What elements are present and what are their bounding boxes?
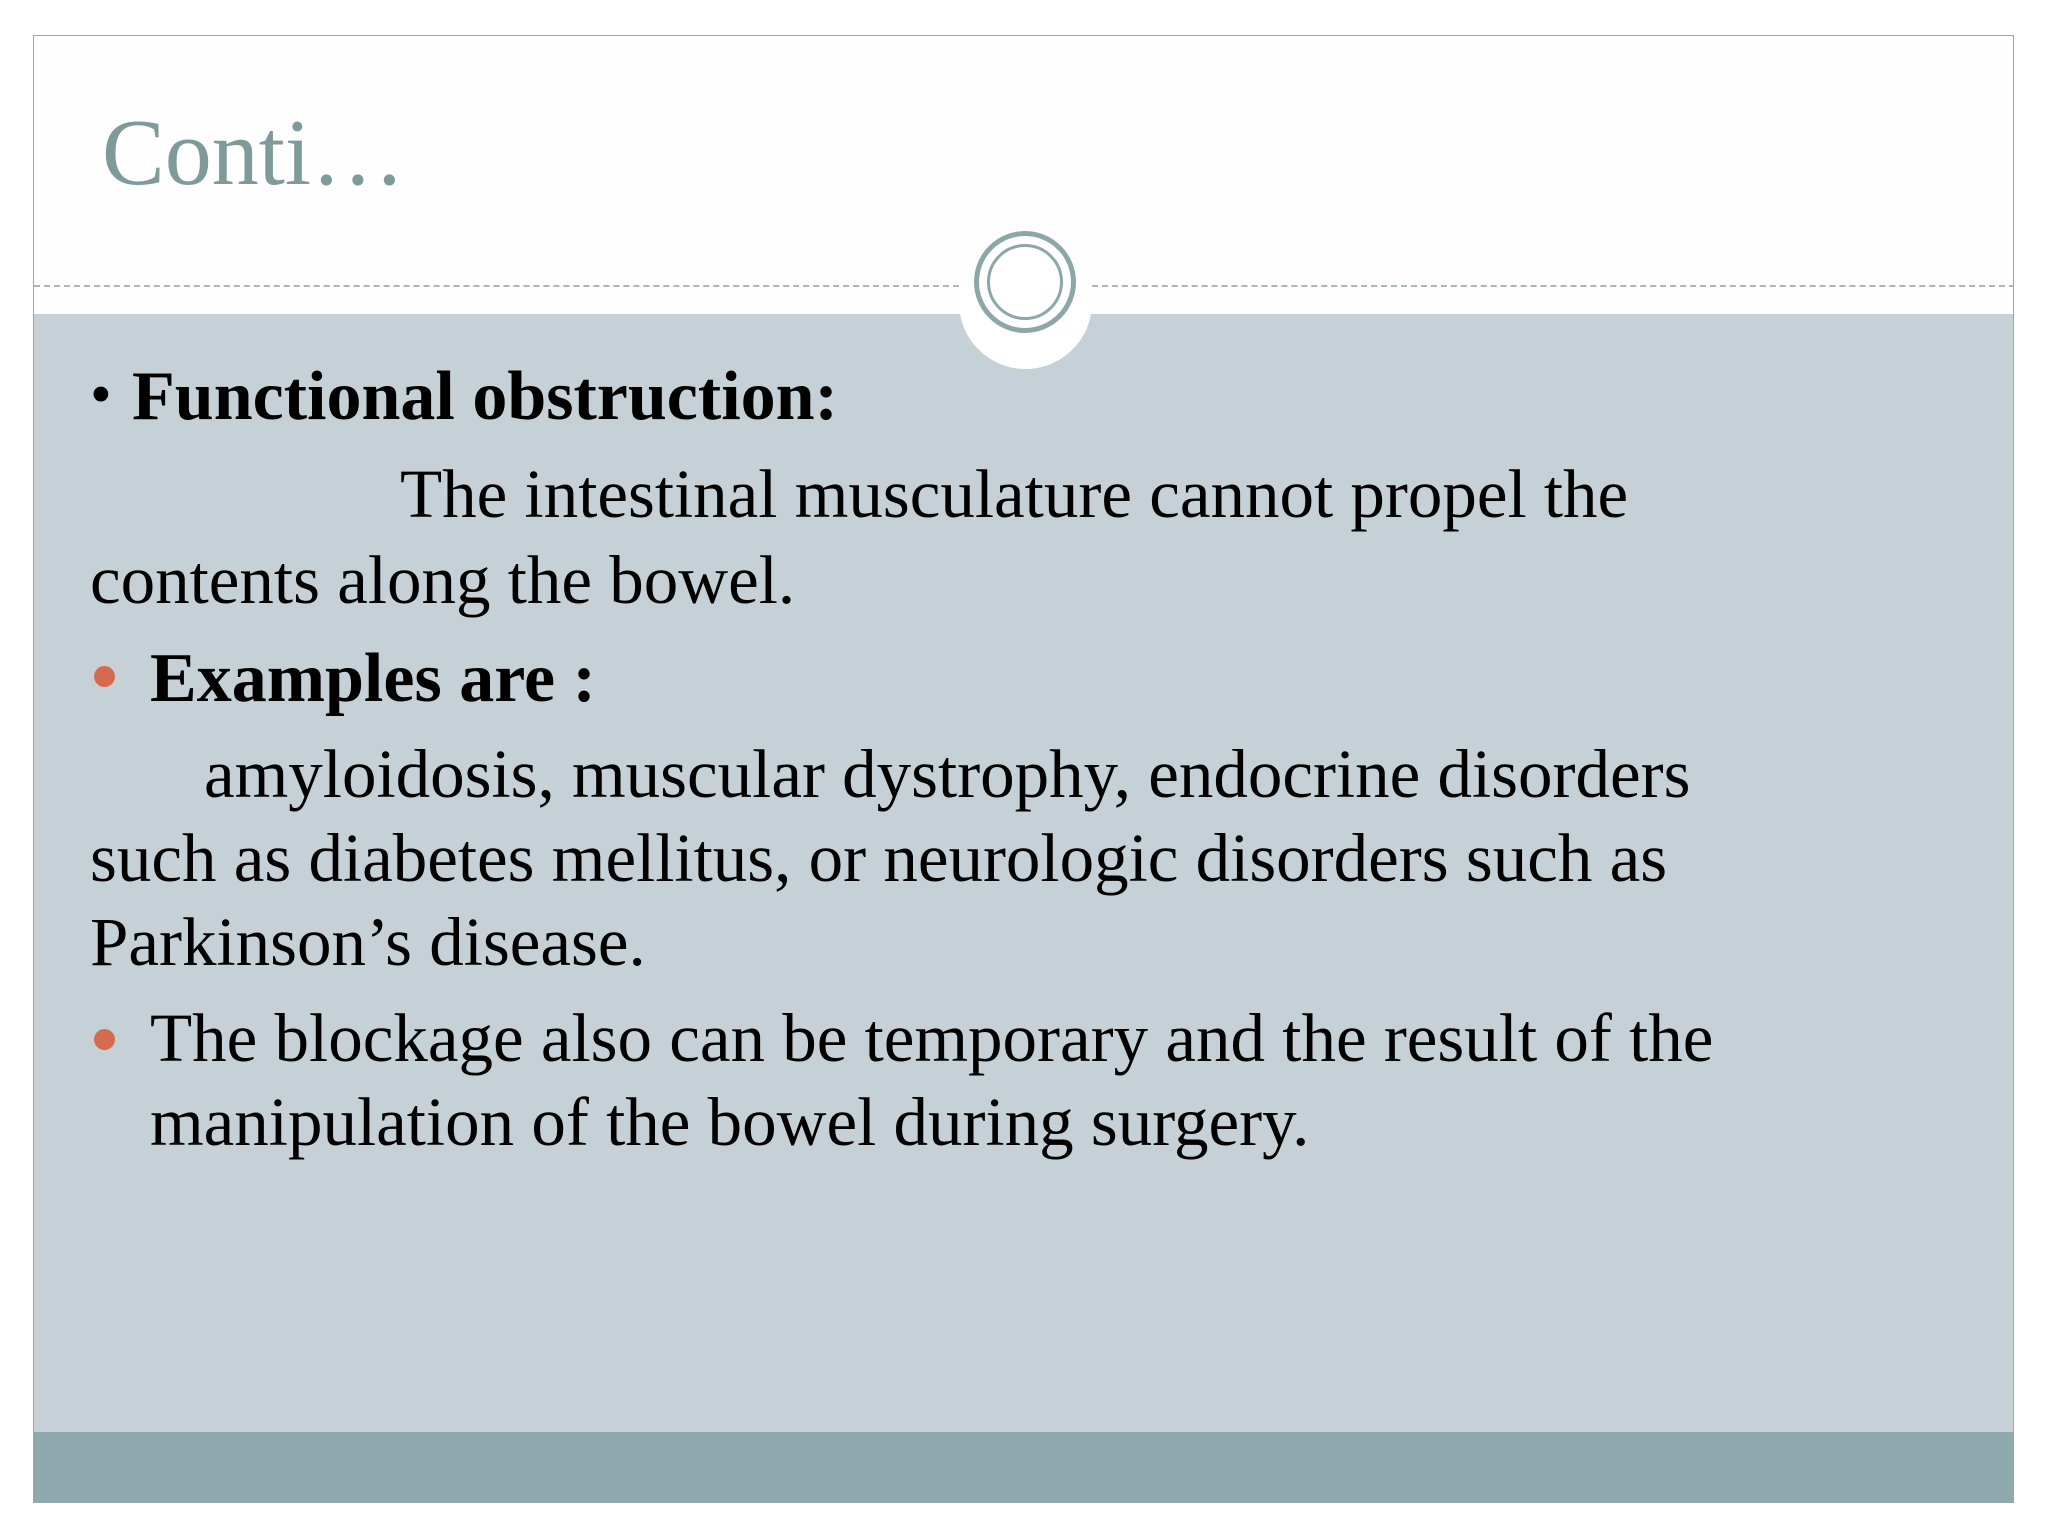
circle-ornament-inner: [987, 244, 1063, 320]
divider-right: [1092, 285, 2014, 287]
slide: [33, 35, 2014, 1503]
divider-left: [34, 285, 959, 287]
section2-text-line2: such as diabetes mellitus, or neurologic disorders such as: [90, 820, 1668, 896]
section2-text-line1: amyloidosis, muscular dystrophy, endocrine disorders: [204, 736, 1691, 812]
section3-text-line1: The blockage also can be temporary and the result of the: [150, 1000, 1714, 1076]
section2-text-line3: Parkinson’s disease.: [90, 904, 646, 980]
functional-obstruction-heading: Functional obstruction:: [132, 358, 838, 435]
footer-bar: [34, 1432, 2013, 1503]
bullet-icon: •: [90, 361, 112, 429]
section1-text-line2: contents along the bowel.: [90, 542, 796, 618]
section3-text-line2: manipulation of the bowel during surgery.: [150, 1084, 1310, 1160]
slide-title: Conti…: [102, 101, 405, 205]
bullet-dot-icon: [94, 1029, 115, 1050]
circle-ornament-icon: [974, 231, 1076, 333]
examples-heading: Examples are :: [150, 640, 596, 717]
bullet-dot-icon: [94, 666, 115, 687]
section1-text-line1: The intestinal musculature cannot propel the: [400, 456, 1629, 532]
